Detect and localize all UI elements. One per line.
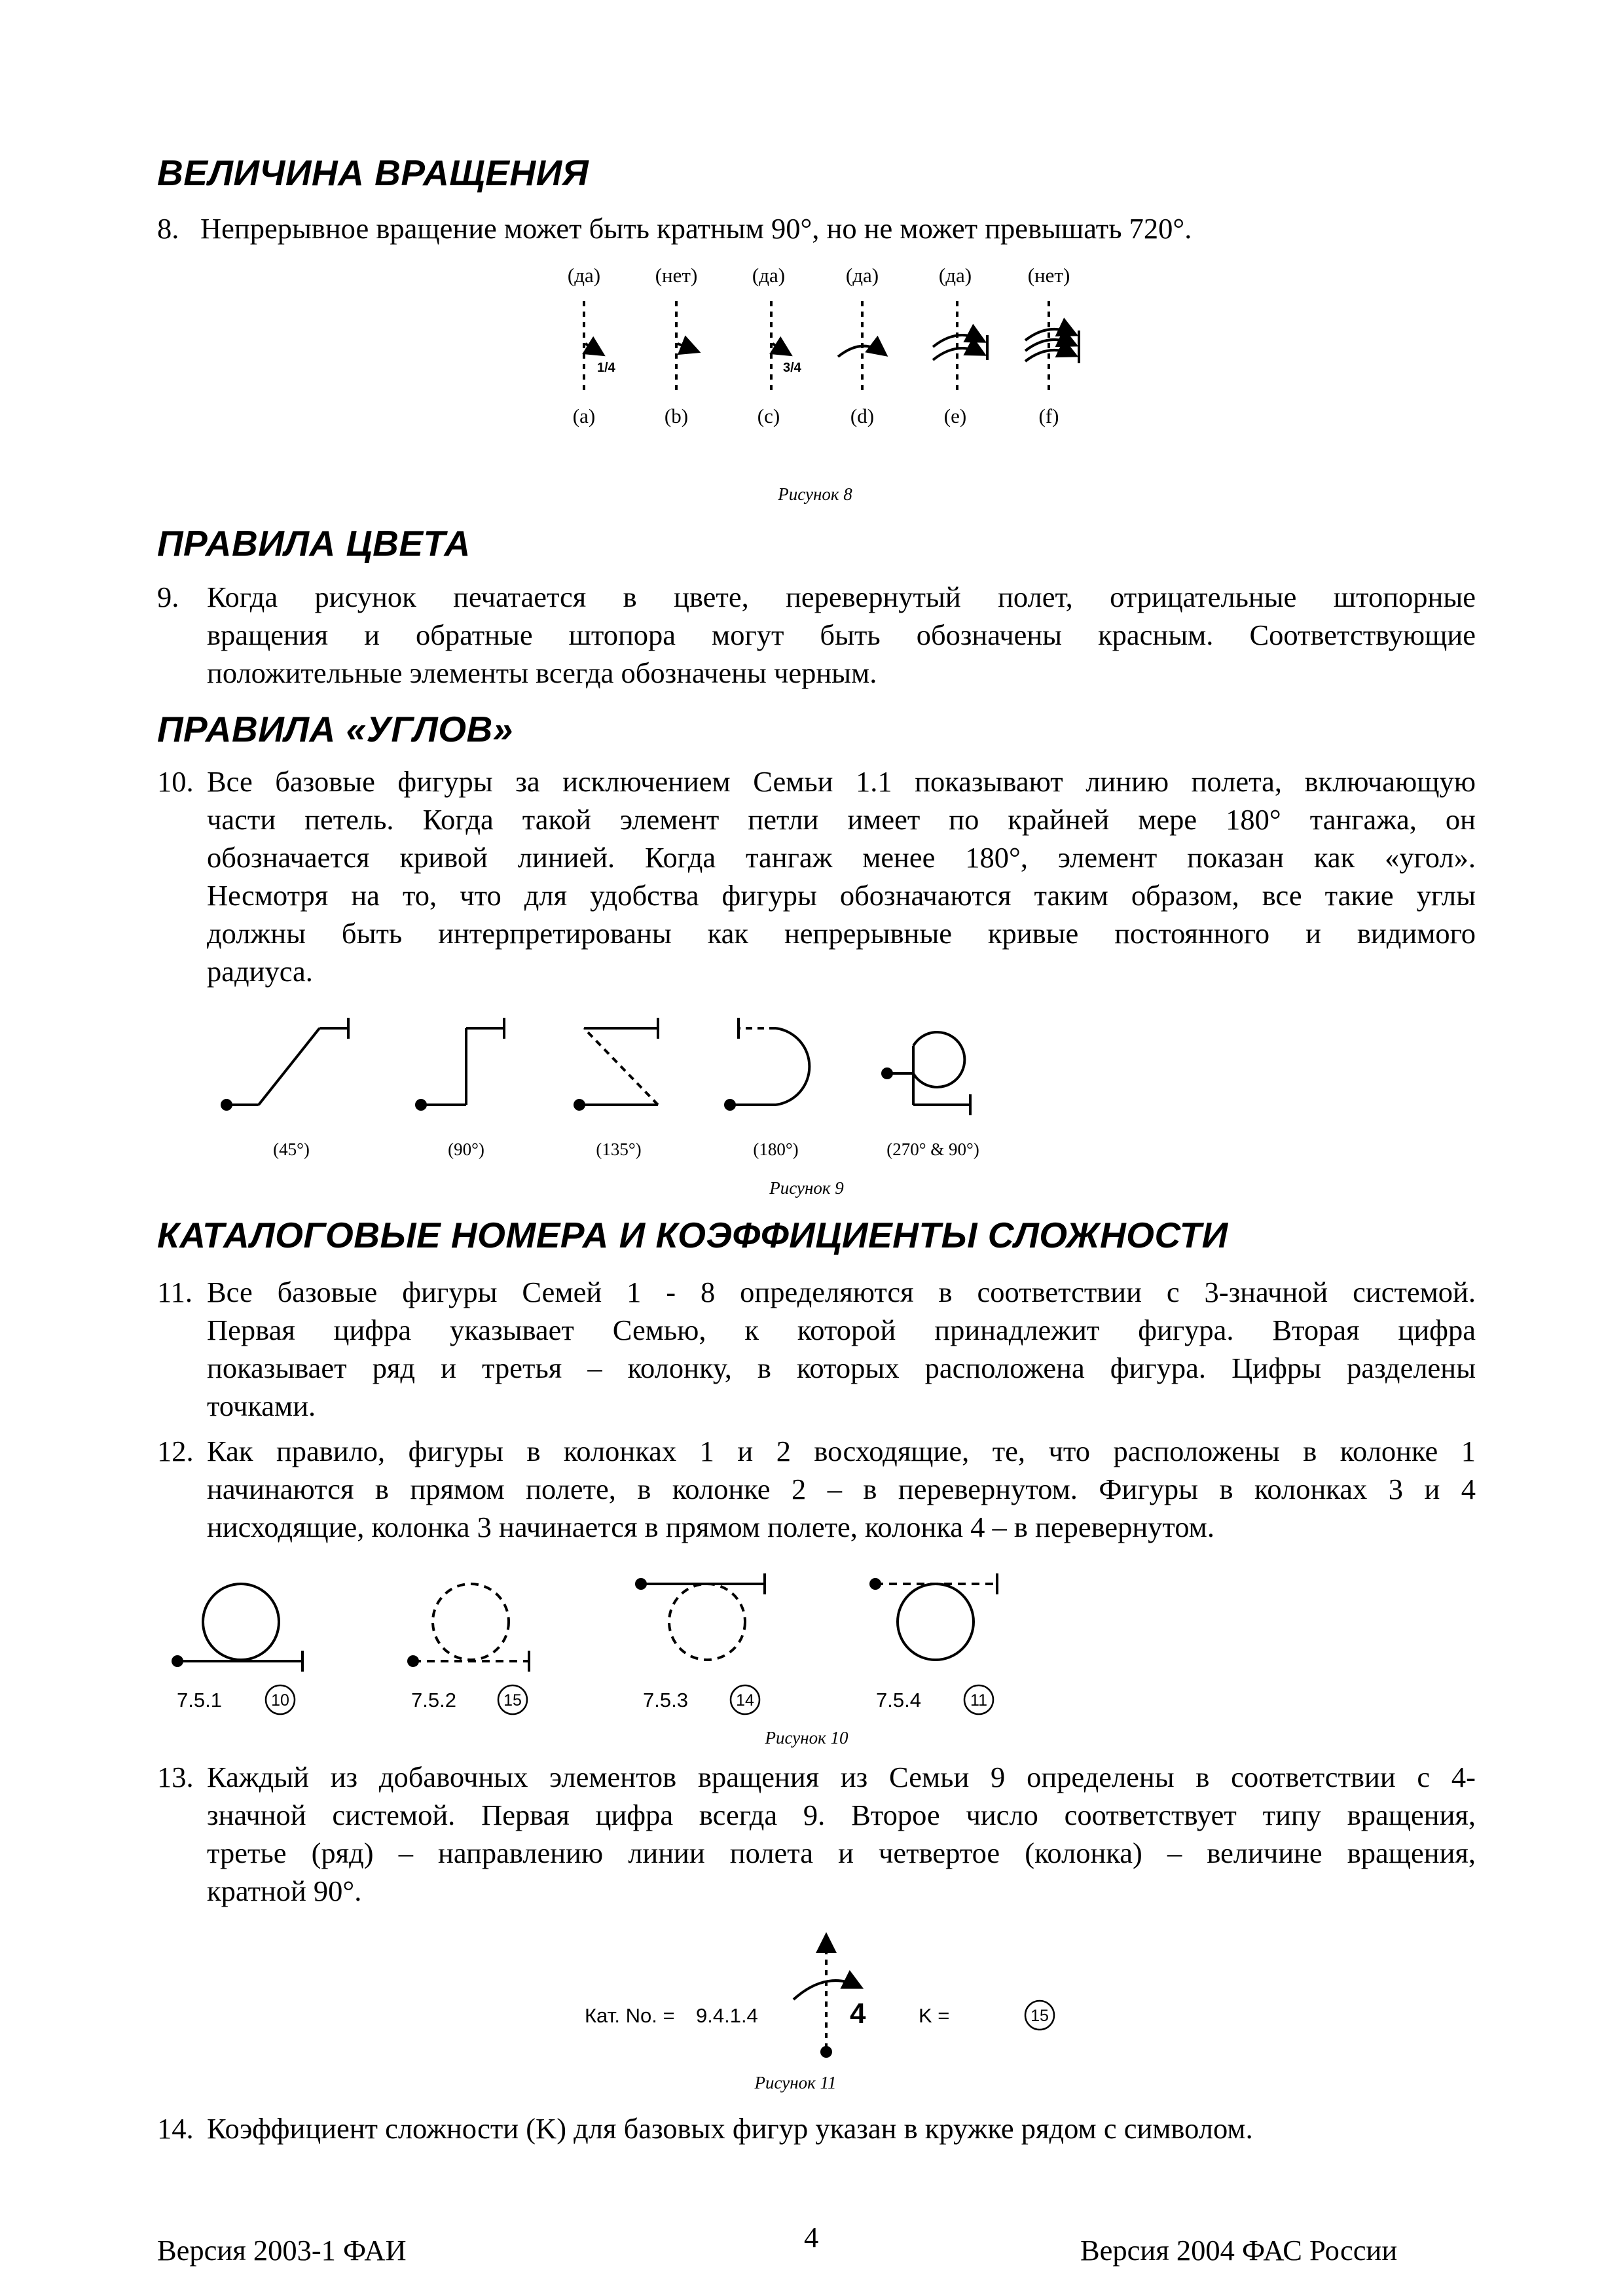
catalog-number-value: 9.4.1.4 (696, 2004, 758, 2027)
figure-code: 7.5.4 (876, 1689, 921, 1712)
fig8-top-label: (нет) (655, 264, 698, 287)
k-value: 14 (736, 1691, 754, 1710)
text-line: точками. (207, 1390, 316, 1422)
section-title-color: ПРАВИЛА ЦВЕТА (157, 523, 471, 564)
text-line: значной системой. Первая цифра всегда 9. Второе число соответствует типу вращения, (207, 1799, 1476, 1831)
loop-7-5-3 (636, 1573, 765, 1660)
figure-10-caption: Рисунок 10 (765, 1728, 848, 1748)
paragraph-number: 14. (157, 2112, 194, 2145)
rotation-symbol-a (584, 301, 601, 393)
figure-10-drawing (173, 1573, 997, 1714)
fig8-fraction: 1/4 (597, 361, 615, 375)
k-label: K = (919, 2004, 950, 2027)
text-line: кратной 90°. (207, 1874, 362, 1907)
fig9-label: (270° & 90°) (886, 1139, 979, 1159)
text-line: нисходящие, колонка 3 начинается в прямом полете, колонка 4 – в перевернутом. (207, 1511, 1214, 1543)
corner-90 (416, 1018, 504, 1109)
footer-right: Версия 2004 ФАС России (1080, 2234, 1398, 2267)
figure-9-caption: Рисунок 9 (769, 1178, 844, 1198)
text-line: Коэффициент сложности (K) для базовых фигур указан в кружке рядом с символом. (207, 2112, 1253, 2145)
section-title-corners: ПРАВИЛА «УГЛОВ» (157, 709, 513, 749)
figure-8-drawing (584, 301, 1079, 393)
corner-135 (575, 1018, 658, 1109)
figure-code: 7.5.2 (411, 1689, 456, 1712)
fig8-bottom-label: (b) (664, 404, 689, 427)
fig8-bottom-label: (f) (1038, 404, 1059, 427)
k-value: 11 (970, 1691, 987, 1710)
text-line: Непрерывное вращение может быть кратным 90°, но не может превышать 720°. (200, 212, 1192, 245)
text-line: радиуса. (207, 955, 313, 988)
rotation-symbol-e (933, 301, 987, 393)
fig9-label: (90°) (448, 1139, 484, 1159)
rotation-symbol-d (838, 301, 884, 393)
fig9-label: (45°) (273, 1139, 310, 1159)
paragraph-number: 11. (157, 1276, 192, 1308)
figure-9-drawing (222, 1018, 970, 1115)
footer-left: Версия 2003-1 ФАИ (157, 2234, 407, 2267)
fig8-top-label: (да) (845, 264, 879, 287)
fig8-top-label: (да) (567, 264, 601, 287)
page-number: 4 (804, 2221, 819, 2253)
fig8-bottom-label: (e) (943, 404, 967, 427)
loop-7-5-1 (173, 1584, 302, 1672)
paragraph-number: 9. (157, 581, 179, 613)
fig8-bottom-label: (a) (572, 404, 596, 427)
loop-7-5-4 (871, 1573, 997, 1660)
fig8-bottom-label: (c) (757, 404, 780, 427)
text-line: Все базовые фигуры за исключением Семьи 1.1 показывают линию полета, включающую (207, 765, 1476, 798)
fig8-top-label: (нет) (1027, 264, 1070, 287)
figure-code: 7.5.3 (643, 1689, 688, 1712)
rotation-amount-digit: 4 (850, 1998, 866, 2030)
corner-45 (222, 1018, 348, 1109)
text-line: начинаются в прямом полете, в колонке 2 – в перевернутом. Фигуры в колонках 3 и 4 (207, 1473, 1476, 1505)
rotation-symbol-c (771, 301, 788, 393)
text-line: должны быть интерпретированы как непрерывные кривые постоянного и видимого (207, 917, 1476, 950)
figure-code: 7.5.1 (177, 1689, 222, 1712)
text-line: показывает ряд и третья – колонку, в которых расположена фигура. Цифры разделены (207, 1352, 1476, 1384)
k-value: 15 (1030, 2007, 1049, 2025)
text-line: Как правило, фигуры в колонках 1 и 2 восходящие, те, что расположены в колонке 1 (207, 1435, 1476, 1467)
section-title-catalog: КАТАЛОГОВЫЕ НОМЕРА И КОЭФФИЦИЕНТЫ СЛОЖНОСТИ (157, 1215, 1228, 1255)
text-line: третье (ряд) – направлению линии полета и четвертое (колонка) – величине вращения, (207, 1837, 1476, 1869)
fig8-fraction: 3/4 (783, 361, 801, 375)
rotation-symbol-f (1025, 301, 1079, 393)
k-value: 15 (503, 1691, 522, 1710)
text-line: вращения и обратные штопора могут быть обозначены красным. Соответствующие (207, 619, 1476, 651)
fig8-top-label: (да) (938, 264, 972, 287)
text-line: Несмотря на то, что для удобства фигуры обозначаются таким образом, все такие углы (207, 879, 1476, 912)
figure-8-caption: Рисунок 8 (778, 484, 852, 504)
paragraph-number: 8. (157, 212, 179, 245)
loop-7-5-2 (409, 1584, 529, 1672)
catalog-number-label: Кат. No. = (585, 2004, 675, 2027)
figure-11-drawing (793, 1937, 1054, 2056)
section-title-rotation: ВЕЛИЧИНА ВРАЩЕНИЯ (157, 152, 589, 193)
rotation-symbol-b (676, 301, 696, 393)
start-dot (822, 2047, 831, 2056)
text-line: положительные элементы всегда обозначены черным. (207, 656, 877, 689)
text-line: обозначается кривой линией. Когда тангаж менее 180°, элемент показан как «угол». (207, 841, 1476, 874)
fig9-label: (135°) (596, 1139, 642, 1159)
paragraph-number: 12. (157, 1435, 194, 1467)
text-line: части петель. Когда такой элемент петли имеет по крайней мере 180° тангажа, он (207, 803, 1476, 836)
corner-270-90 (883, 1032, 970, 1115)
k-value: 10 (271, 1691, 289, 1710)
fig9-label: (180°) (753, 1139, 799, 1159)
paragraph-number: 10. (157, 765, 194, 798)
text-line: Когда рисунок печатается в цвете, перевернутый полет, отрицательные штопорные (207, 581, 1476, 613)
paragraph-number: 13. (157, 1761, 194, 1793)
text-line: Каждый из добавочных элементов вращения из Семьи 9 определены в соответствии с 4- (207, 1761, 1476, 1793)
text-line: Все базовые фигуры Семей 1 - 8 определяются в соответствии с 3-значной системой. (207, 1276, 1476, 1308)
corner-180 (725, 1018, 809, 1109)
fig8-top-label: (да) (752, 264, 786, 287)
fig8-bottom-label: (d) (850, 404, 875, 427)
text-line: Первая цифра указывает Семью, к которой принадлежит фигура. Вторая цифра (207, 1314, 1476, 1346)
figure-11-caption: Рисунок 11 (754, 2073, 837, 2092)
